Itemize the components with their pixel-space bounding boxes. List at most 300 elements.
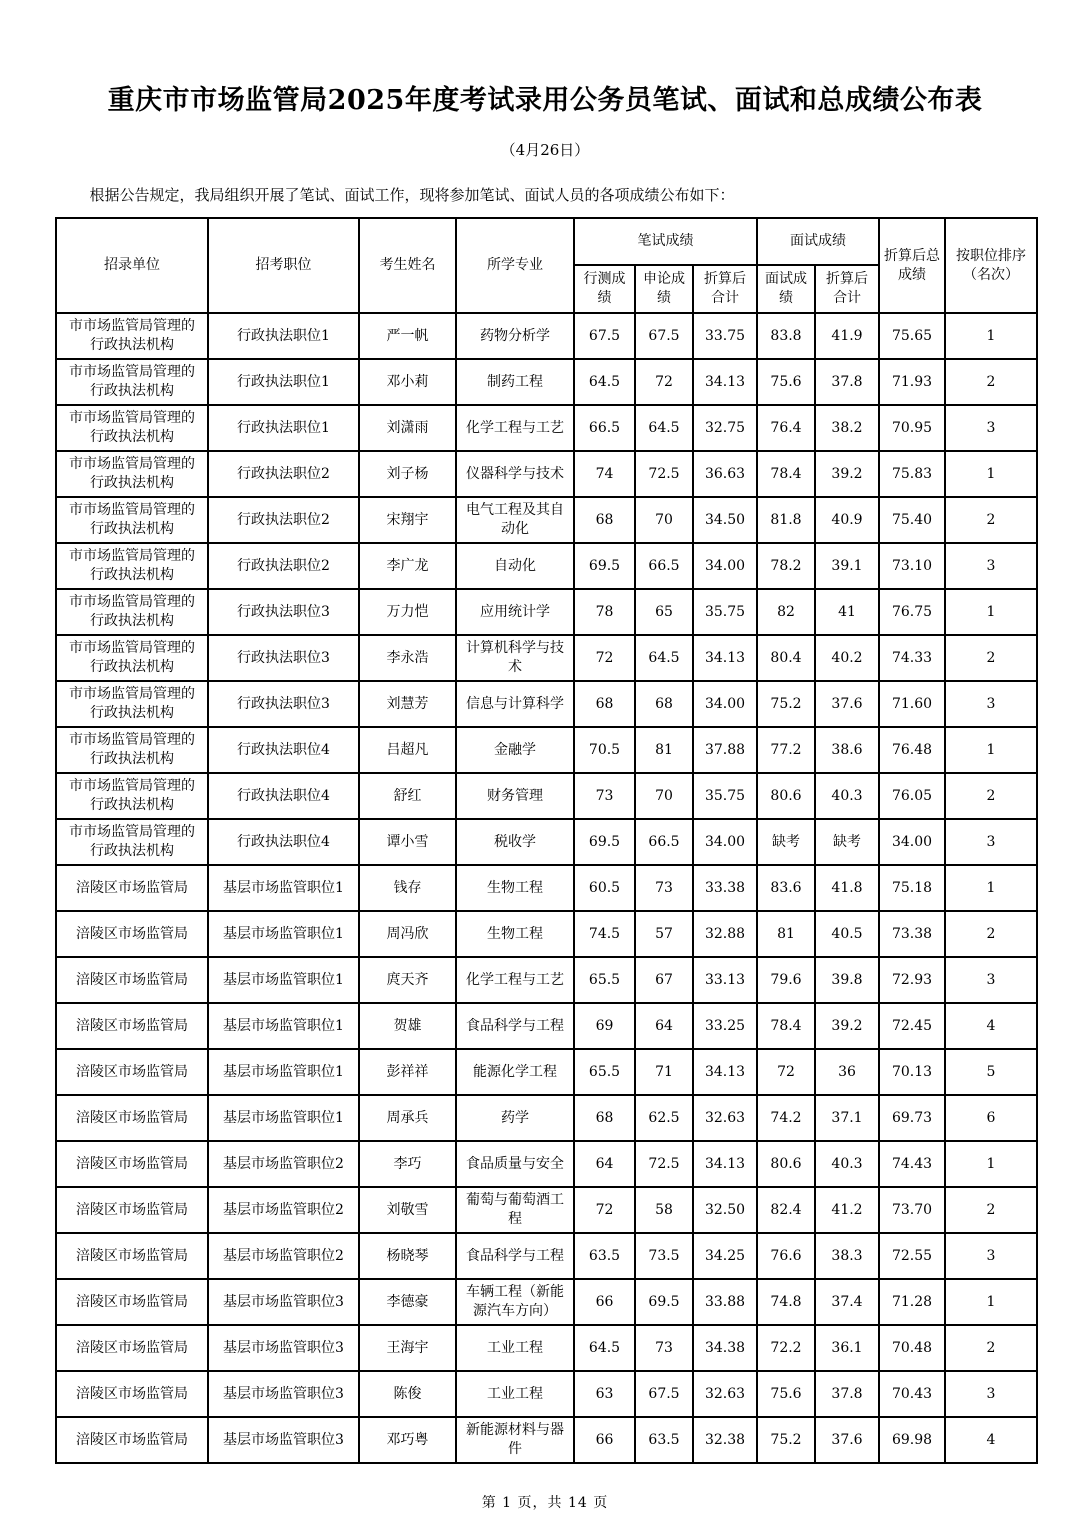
cell-position: 基层市场监管职位1 <box>208 911 359 957</box>
cell-interview-score: 80.4 <box>757 635 815 681</box>
cell-major: 食品科学与工程 <box>456 1003 574 1049</box>
cell-interview-converted-total: 37.8 <box>815 1371 879 1417</box>
cell-interview-score: 83.8 <box>757 313 815 359</box>
cell-interview-converted-total: 37.8 <box>815 359 879 405</box>
cell-position: 行政执法职位4 <box>208 773 359 819</box>
cell-name: 李德豪 <box>359 1279 456 1325</box>
cell-name: 李巧 <box>359 1141 456 1187</box>
cell-name: 周承兵 <box>359 1095 456 1141</box>
cell-shenlun-score: 73.5 <box>635 1233 693 1279</box>
cell-interview-converted-total: 41 <box>815 589 879 635</box>
cell-shenlun-score: 67.5 <box>635 313 693 359</box>
cell-rank: 1 <box>945 1141 1037 1187</box>
cell-final-total: 70.95 <box>879 405 945 451</box>
cell-position: 基层市场监管职位1 <box>208 957 359 1003</box>
cell-interview-converted-total: 38.2 <box>815 405 879 451</box>
cell-interview-score: 78.2 <box>757 543 815 589</box>
cell-shenlun-score: 81 <box>635 727 693 773</box>
cell-unit: 涪陵区市场监管局 <box>56 1371 208 1417</box>
cell-position: 行政执法职位2 <box>208 451 359 497</box>
cell-xingce-score: 69.5 <box>574 543 635 589</box>
cell-name: 万力恺 <box>359 589 456 635</box>
cell-written-converted-total: 32.38 <box>693 1417 757 1463</box>
cell-xingce-score: 72 <box>574 635 635 681</box>
header-row-groups <box>56 218 1037 265</box>
table-row <box>56 1233 1037 1279</box>
header-interview-group: 面试成绩 <box>757 218 879 265</box>
table-row <box>56 1371 1037 1417</box>
cell-name: 宋翔宇 <box>359 497 456 543</box>
cell-interview-score: 72.2 <box>757 1325 815 1371</box>
cell-interview-converted-total: 41.9 <box>815 313 879 359</box>
cell-name: 李广龙 <box>359 543 456 589</box>
cell-position: 行政执法职位3 <box>208 635 359 681</box>
table-row <box>56 1141 1037 1187</box>
cell-interview-score: 78.4 <box>757 451 815 497</box>
cell-shenlun-score: 63.5 <box>635 1417 693 1463</box>
cell-unit: 市市场监管局管理的行政执法机构 <box>56 819 208 865</box>
cell-major: 化学工程与工艺 <box>456 405 574 451</box>
cell-name: 邓小莉 <box>359 359 456 405</box>
cell-name: 李永浩 <box>359 635 456 681</box>
cell-major: 税收学 <box>456 819 574 865</box>
cell-interview-score: 80.6 <box>757 773 815 819</box>
cell-final-total: 34.00 <box>879 819 945 865</box>
cell-interview-converted-total: 39.1 <box>815 543 879 589</box>
cell-interview-converted-total: 40.5 <box>815 911 879 957</box>
cell-interview-score: 75.2 <box>757 681 815 727</box>
cell-final-total: 76.75 <box>879 589 945 635</box>
cell-shenlun-score: 71 <box>635 1049 693 1095</box>
cell-name: 刘潇雨 <box>359 405 456 451</box>
page-number-footer: 第 1 页，共 14 页 <box>481 1495 609 1512</box>
header-written-converted-total: 折算后合计 <box>693 265 757 313</box>
header-name: 考生姓名 <box>359 218 456 313</box>
cell-written-converted-total: 36.63 <box>693 451 757 497</box>
cell-position: 行政执法职位4 <box>208 819 359 865</box>
cell-rank: 5 <box>945 1049 1037 1095</box>
cell-final-total: 76.05 <box>879 773 945 819</box>
cell-interview-score: 78.4 <box>757 1003 815 1049</box>
cell-major: 工业工程 <box>456 1325 574 1371</box>
cell-xingce-score: 64.5 <box>574 359 635 405</box>
table-row <box>56 359 1037 405</box>
cell-final-total: 74.43 <box>879 1141 945 1187</box>
cell-written-converted-total: 35.75 <box>693 773 757 819</box>
cell-position: 行政执法职位4 <box>208 727 359 773</box>
cell-major: 自动化 <box>456 543 574 589</box>
cell-position: 行政执法职位2 <box>208 497 359 543</box>
cell-unit: 市市场监管局管理的行政执法机构 <box>56 635 208 681</box>
cell-unit: 市市场监管局管理的行政执法机构 <box>56 773 208 819</box>
cell-final-total: 76.48 <box>879 727 945 773</box>
cell-shenlun-score: 72.5 <box>635 1141 693 1187</box>
cell-unit: 涪陵区市场监管局 <box>56 1141 208 1187</box>
table-row <box>56 819 1037 865</box>
cell-xingce-score: 67.5 <box>574 313 635 359</box>
cell-rank: 1 <box>945 589 1037 635</box>
cell-unit: 市市场监管局管理的行政执法机构 <box>56 681 208 727</box>
cell-position: 基层市场监管职位3 <box>208 1279 359 1325</box>
cell-rank: 2 <box>945 773 1037 819</box>
cell-xingce-score: 69 <box>574 1003 635 1049</box>
cell-name: 钱存 <box>359 865 456 911</box>
cell-interview-converted-total: 39.2 <box>815 451 879 497</box>
cell-shenlun-score: 66.5 <box>635 543 693 589</box>
table-row <box>56 1003 1037 1049</box>
cell-position: 行政执法职位3 <box>208 589 359 635</box>
header-shenlun-score: 申论成绩 <box>635 265 693 313</box>
cell-unit: 市市场监管局管理的行政执法机构 <box>56 451 208 497</box>
cell-written-converted-total: 33.88 <box>693 1279 757 1325</box>
cell-xingce-score: 70.5 <box>574 727 635 773</box>
cell-major: 信息与计算科学 <box>456 681 574 727</box>
header-final-total: 折算后总成绩 <box>879 218 945 313</box>
header-unit: 招录单位 <box>56 218 208 313</box>
cell-rank: 1 <box>945 313 1037 359</box>
table-row <box>56 497 1037 543</box>
cell-xingce-score: 64 <box>574 1141 635 1187</box>
cell-shenlun-score: 65 <box>635 589 693 635</box>
cell-written-converted-total: 34.13 <box>693 1049 757 1095</box>
cell-name: 严一帆 <box>359 313 456 359</box>
cell-rank: 2 <box>945 635 1037 681</box>
cell-written-converted-total: 34.00 <box>693 819 757 865</box>
cell-final-total: 72.55 <box>879 1233 945 1279</box>
cell-unit: 涪陵区市场监管局 <box>56 865 208 911</box>
cell-shenlun-score: 67.5 <box>635 1371 693 1417</box>
cell-shenlun-score: 73 <box>635 1325 693 1371</box>
cell-major: 化学工程与工艺 <box>456 957 574 1003</box>
cell-position: 基层市场监管职位3 <box>208 1417 359 1463</box>
header-rank: 按职位排序（名次） <box>945 218 1037 313</box>
cell-interview-converted-total: 37.1 <box>815 1095 879 1141</box>
cell-interview-score: 77.2 <box>757 727 815 773</box>
cell-shenlun-score: 68 <box>635 681 693 727</box>
cell-interview-converted-total: 40.9 <box>815 497 879 543</box>
table-row <box>56 957 1037 1003</box>
cell-written-converted-total: 33.38 <box>693 865 757 911</box>
header-major: 所学专业 <box>456 218 574 313</box>
cell-shenlun-score: 64 <box>635 1003 693 1049</box>
cell-interview-score: 75.6 <box>757 359 815 405</box>
cell-rank: 1 <box>945 865 1037 911</box>
table-row <box>56 1049 1037 1095</box>
cell-written-converted-total: 33.75 <box>693 313 757 359</box>
cell-xingce-score: 64.5 <box>574 1325 635 1371</box>
cell-written-converted-total: 34.13 <box>693 1141 757 1187</box>
table-row <box>56 865 1037 911</box>
cell-position: 基层市场监管职位2 <box>208 1233 359 1279</box>
cell-written-converted-total: 33.25 <box>693 1003 757 1049</box>
cell-major: 食品质量与安全 <box>456 1141 574 1187</box>
table-row <box>56 405 1037 451</box>
header-xingce-score: 行测成绩 <box>574 265 635 313</box>
cell-xingce-score: 69.5 <box>574 819 635 865</box>
cell-interview-score: 76.6 <box>757 1233 815 1279</box>
cell-rank: 4 <box>945 1417 1037 1463</box>
cell-rank: 4 <box>945 1003 1037 1049</box>
cell-xingce-score: 66.5 <box>574 405 635 451</box>
cell-rank: 3 <box>945 957 1037 1003</box>
cell-written-converted-total: 32.63 <box>693 1371 757 1417</box>
cell-interview-converted-total: 40.3 <box>815 773 879 819</box>
cell-final-total: 70.48 <box>879 1325 945 1371</box>
cell-major: 新能源材料与器件 <box>456 1417 574 1463</box>
cell-position: 基层市场监管职位2 <box>208 1187 359 1233</box>
table-row <box>56 1187 1037 1233</box>
cell-shenlun-score: 72.5 <box>635 451 693 497</box>
cell-interview-converted-total: 38.3 <box>815 1233 879 1279</box>
cell-major: 能源化学工程 <box>456 1049 574 1095</box>
cell-xingce-score: 63.5 <box>574 1233 635 1279</box>
cell-xingce-score: 72 <box>574 1187 635 1233</box>
cell-written-converted-total: 32.63 <box>693 1095 757 1141</box>
cell-shenlun-score: 64.5 <box>635 635 693 681</box>
cell-interview-converted-total: 41.8 <box>815 865 879 911</box>
table-row <box>56 1279 1037 1325</box>
cell-xingce-score: 63 <box>574 1371 635 1417</box>
cell-final-total: 69.73 <box>879 1095 945 1141</box>
cell-unit: 市市场监管局管理的行政执法机构 <box>56 589 208 635</box>
cell-position: 基层市场监管职位1 <box>208 1095 359 1141</box>
cell-unit: 涪陵区市场监管局 <box>56 1187 208 1233</box>
cell-name: 周冯欣 <box>359 911 456 957</box>
cell-major: 工业工程 <box>456 1371 574 1417</box>
cell-shenlun-score: 67 <box>635 957 693 1003</box>
cell-shenlun-score: 58 <box>635 1187 693 1233</box>
cell-final-total: 73.38 <box>879 911 945 957</box>
cell-major: 生物工程 <box>456 911 574 957</box>
cell-interview-score: 83.6 <box>757 865 815 911</box>
cell-interview-score: 75.6 <box>757 1371 815 1417</box>
cell-final-total: 73.10 <box>879 543 945 589</box>
cell-name: 陈俊 <box>359 1371 456 1417</box>
cell-interview-score: 82.4 <box>757 1187 815 1233</box>
cell-final-total: 70.13 <box>879 1049 945 1095</box>
cell-rank: 3 <box>945 1371 1037 1417</box>
cell-xingce-score: 60.5 <box>574 865 635 911</box>
cell-position: 行政执法职位3 <box>208 681 359 727</box>
cell-final-total: 75.83 <box>879 451 945 497</box>
cell-interview-converted-total: 37.4 <box>815 1279 879 1325</box>
cell-interview-converted-total: 38.6 <box>815 727 879 773</box>
cell-written-converted-total: 34.13 <box>693 635 757 681</box>
cell-interview-score: 79.6 <box>757 957 815 1003</box>
cell-position: 基层市场监管职位1 <box>208 1003 359 1049</box>
cell-written-converted-total: 34.50 <box>693 497 757 543</box>
cell-major: 财务管理 <box>456 773 574 819</box>
cell-shenlun-score: 72 <box>635 359 693 405</box>
cell-major: 药学 <box>456 1095 574 1141</box>
date-line: （4月26日） <box>500 141 590 160</box>
header-interview-converted-total: 折算后合计 <box>815 265 879 313</box>
table-row <box>56 451 1037 497</box>
cell-rank: 3 <box>945 405 1037 451</box>
cell-position: 基层市场监管职位2 <box>208 1141 359 1187</box>
results-table <box>55 217 1038 1464</box>
cell-unit: 涪陵区市场监管局 <box>56 1049 208 1095</box>
header-position: 招考职位 <box>208 218 359 313</box>
page-title: 重庆市市场监管局2025年度考试录用公务员笔试、面试和总成绩公布表 <box>107 85 983 116</box>
cell-name: 吕超凡 <box>359 727 456 773</box>
table-row <box>56 681 1037 727</box>
cell-shenlun-score: 69.5 <box>635 1279 693 1325</box>
cell-shenlun-score: 73 <box>635 865 693 911</box>
cell-unit: 市市场监管局管理的行政执法机构 <box>56 497 208 543</box>
cell-interview-converted-total: 40.3 <box>815 1141 879 1187</box>
cell-name: 彭祥祥 <box>359 1049 456 1095</box>
cell-name: 杨晓琴 <box>359 1233 456 1279</box>
cell-final-total: 71.93 <box>879 359 945 405</box>
cell-unit: 涪陵区市场监管局 <box>56 1233 208 1279</box>
cell-unit: 市市场监管局管理的行政执法机构 <box>56 313 208 359</box>
cell-position: 行政执法职位2 <box>208 543 359 589</box>
cell-xingce-score: 65.5 <box>574 957 635 1003</box>
cell-unit: 市市场监管局管理的行政执法机构 <box>56 405 208 451</box>
cell-shenlun-score: 62.5 <box>635 1095 693 1141</box>
cell-written-converted-total: 32.88 <box>693 911 757 957</box>
table-row <box>56 1095 1037 1141</box>
cell-position: 行政执法职位1 <box>208 359 359 405</box>
cell-final-total: 75.40 <box>879 497 945 543</box>
intro-paragraph: 根据公告规定，我局组织开展了笔试、面试工作，现将参加笔试、面试人员的各项成绩公布如下： <box>89 186 735 205</box>
cell-unit: 市市场监管局管理的行政执法机构 <box>56 543 208 589</box>
cell-written-converted-total: 34.13 <box>693 359 757 405</box>
cell-interview-converted-total: 37.6 <box>815 681 879 727</box>
cell-rank: 2 <box>945 497 1037 543</box>
cell-xingce-score: 68 <box>574 681 635 727</box>
cell-xingce-score: 74 <box>574 451 635 497</box>
cell-interview-score: 75.2 <box>757 1417 815 1463</box>
cell-name: 舒红 <box>359 773 456 819</box>
cell-major: 制药工程 <box>456 359 574 405</box>
cell-rank: 1 <box>945 1279 1037 1325</box>
cell-unit: 市市场监管局管理的行政执法机构 <box>56 359 208 405</box>
table-row <box>56 1325 1037 1371</box>
cell-interview-score: 81 <box>757 911 815 957</box>
cell-written-converted-total: 35.75 <box>693 589 757 635</box>
cell-final-total: 74.33 <box>879 635 945 681</box>
cell-final-total: 71.60 <box>879 681 945 727</box>
cell-rank: 6 <box>945 1095 1037 1141</box>
cell-shenlun-score: 70 <box>635 773 693 819</box>
cell-xingce-score: 66 <box>574 1417 635 1463</box>
cell-xingce-score: 74.5 <box>574 911 635 957</box>
cell-major: 生物工程 <box>456 865 574 911</box>
cell-shenlun-score: 70 <box>635 497 693 543</box>
cell-major: 药物分析学 <box>456 313 574 359</box>
cell-major: 电气工程及其自动化 <box>456 497 574 543</box>
cell-position: 基层市场监管职位1 <box>208 865 359 911</box>
cell-major: 应用统计学 <box>456 589 574 635</box>
cell-interview-converted-total: 37.6 <box>815 1417 879 1463</box>
results-table-header <box>56 218 1037 313</box>
cell-final-total: 71.28 <box>879 1279 945 1325</box>
cell-interview-score: 82 <box>757 589 815 635</box>
results-table-body <box>56 313 1037 1463</box>
table-row <box>56 727 1037 773</box>
cell-xingce-score: 73 <box>574 773 635 819</box>
cell-major: 金融学 <box>456 727 574 773</box>
cell-shenlun-score: 64.5 <box>635 405 693 451</box>
cell-position: 行政执法职位1 <box>208 313 359 359</box>
table-row <box>56 635 1037 681</box>
cell-interview-converted-total: 39.8 <box>815 957 879 1003</box>
cell-interview-score: 74.8 <box>757 1279 815 1325</box>
cell-unit: 市市场监管局管理的行政执法机构 <box>56 727 208 773</box>
cell-interview-score: 81.8 <box>757 497 815 543</box>
cell-name: 贺雄 <box>359 1003 456 1049</box>
cell-final-total: 75.18 <box>879 865 945 911</box>
cell-rank: 2 <box>945 359 1037 405</box>
cell-name: 刘子杨 <box>359 451 456 497</box>
cell-interview-converted-total: 40.2 <box>815 635 879 681</box>
cell-xingce-score: 68 <box>574 1095 635 1141</box>
cell-major: 计算机科学与技术 <box>456 635 574 681</box>
cell-unit: 涪陵区市场监管局 <box>56 1003 208 1049</box>
cell-name: 庹天齐 <box>359 957 456 1003</box>
header-interview-score: 面试成绩 <box>757 265 815 313</box>
cell-final-total: 70.43 <box>879 1371 945 1417</box>
cell-shenlun-score: 57 <box>635 911 693 957</box>
cell-name: 谭小雪 <box>359 819 456 865</box>
cell-name: 刘慧芳 <box>359 681 456 727</box>
cell-interview-converted-total: 36 <box>815 1049 879 1095</box>
cell-interview-converted-total: 39.2 <box>815 1003 879 1049</box>
cell-interview-score: 74.2 <box>757 1095 815 1141</box>
cell-xingce-score: 68 <box>574 497 635 543</box>
cell-position: 行政执法职位1 <box>208 405 359 451</box>
cell-interview-converted-total: 36.1 <box>815 1325 879 1371</box>
cell-position: 基层市场监管职位3 <box>208 1371 359 1417</box>
cell-written-converted-total: 32.50 <box>693 1187 757 1233</box>
cell-unit: 涪陵区市场监管局 <box>56 1095 208 1141</box>
cell-major: 食品科学与工程 <box>456 1233 574 1279</box>
table-row <box>56 1417 1037 1463</box>
cell-written-converted-total: 34.38 <box>693 1325 757 1371</box>
cell-final-total: 72.45 <box>879 1003 945 1049</box>
table-row <box>56 911 1037 957</box>
cell-unit: 涪陵区市场监管局 <box>56 911 208 957</box>
cell-xingce-score: 78 <box>574 589 635 635</box>
cell-written-converted-total: 33.13 <box>693 957 757 1003</box>
table-row <box>56 313 1037 359</box>
cell-unit: 涪陵区市场监管局 <box>56 1325 208 1371</box>
cell-interview-score: 76.4 <box>757 405 815 451</box>
cell-rank: 2 <box>945 911 1037 957</box>
cell-final-total: 72.93 <box>879 957 945 1003</box>
cell-interview-score: 80.6 <box>757 1141 815 1187</box>
cell-final-total: 69.98 <box>879 1417 945 1463</box>
cell-interview-converted-total: 缺考 <box>815 819 879 865</box>
cell-unit: 涪陵区市场监管局 <box>56 957 208 1003</box>
cell-final-total: 73.70 <box>879 1187 945 1233</box>
cell-major: 葡萄与葡萄酒工程 <box>456 1187 574 1233</box>
cell-rank: 2 <box>945 1325 1037 1371</box>
cell-unit: 涪陵区市场监管局 <box>56 1417 208 1463</box>
cell-written-converted-total: 32.75 <box>693 405 757 451</box>
cell-interview-converted-total: 41.2 <box>815 1187 879 1233</box>
cell-xingce-score: 66 <box>574 1279 635 1325</box>
cell-rank: 1 <box>945 727 1037 773</box>
cell-interview-score: 缺考 <box>757 819 815 865</box>
cell-written-converted-total: 34.00 <box>693 681 757 727</box>
cell-rank: 3 <box>945 1233 1037 1279</box>
cell-rank: 1 <box>945 451 1037 497</box>
table-row <box>56 773 1037 819</box>
cell-rank: 3 <box>945 543 1037 589</box>
